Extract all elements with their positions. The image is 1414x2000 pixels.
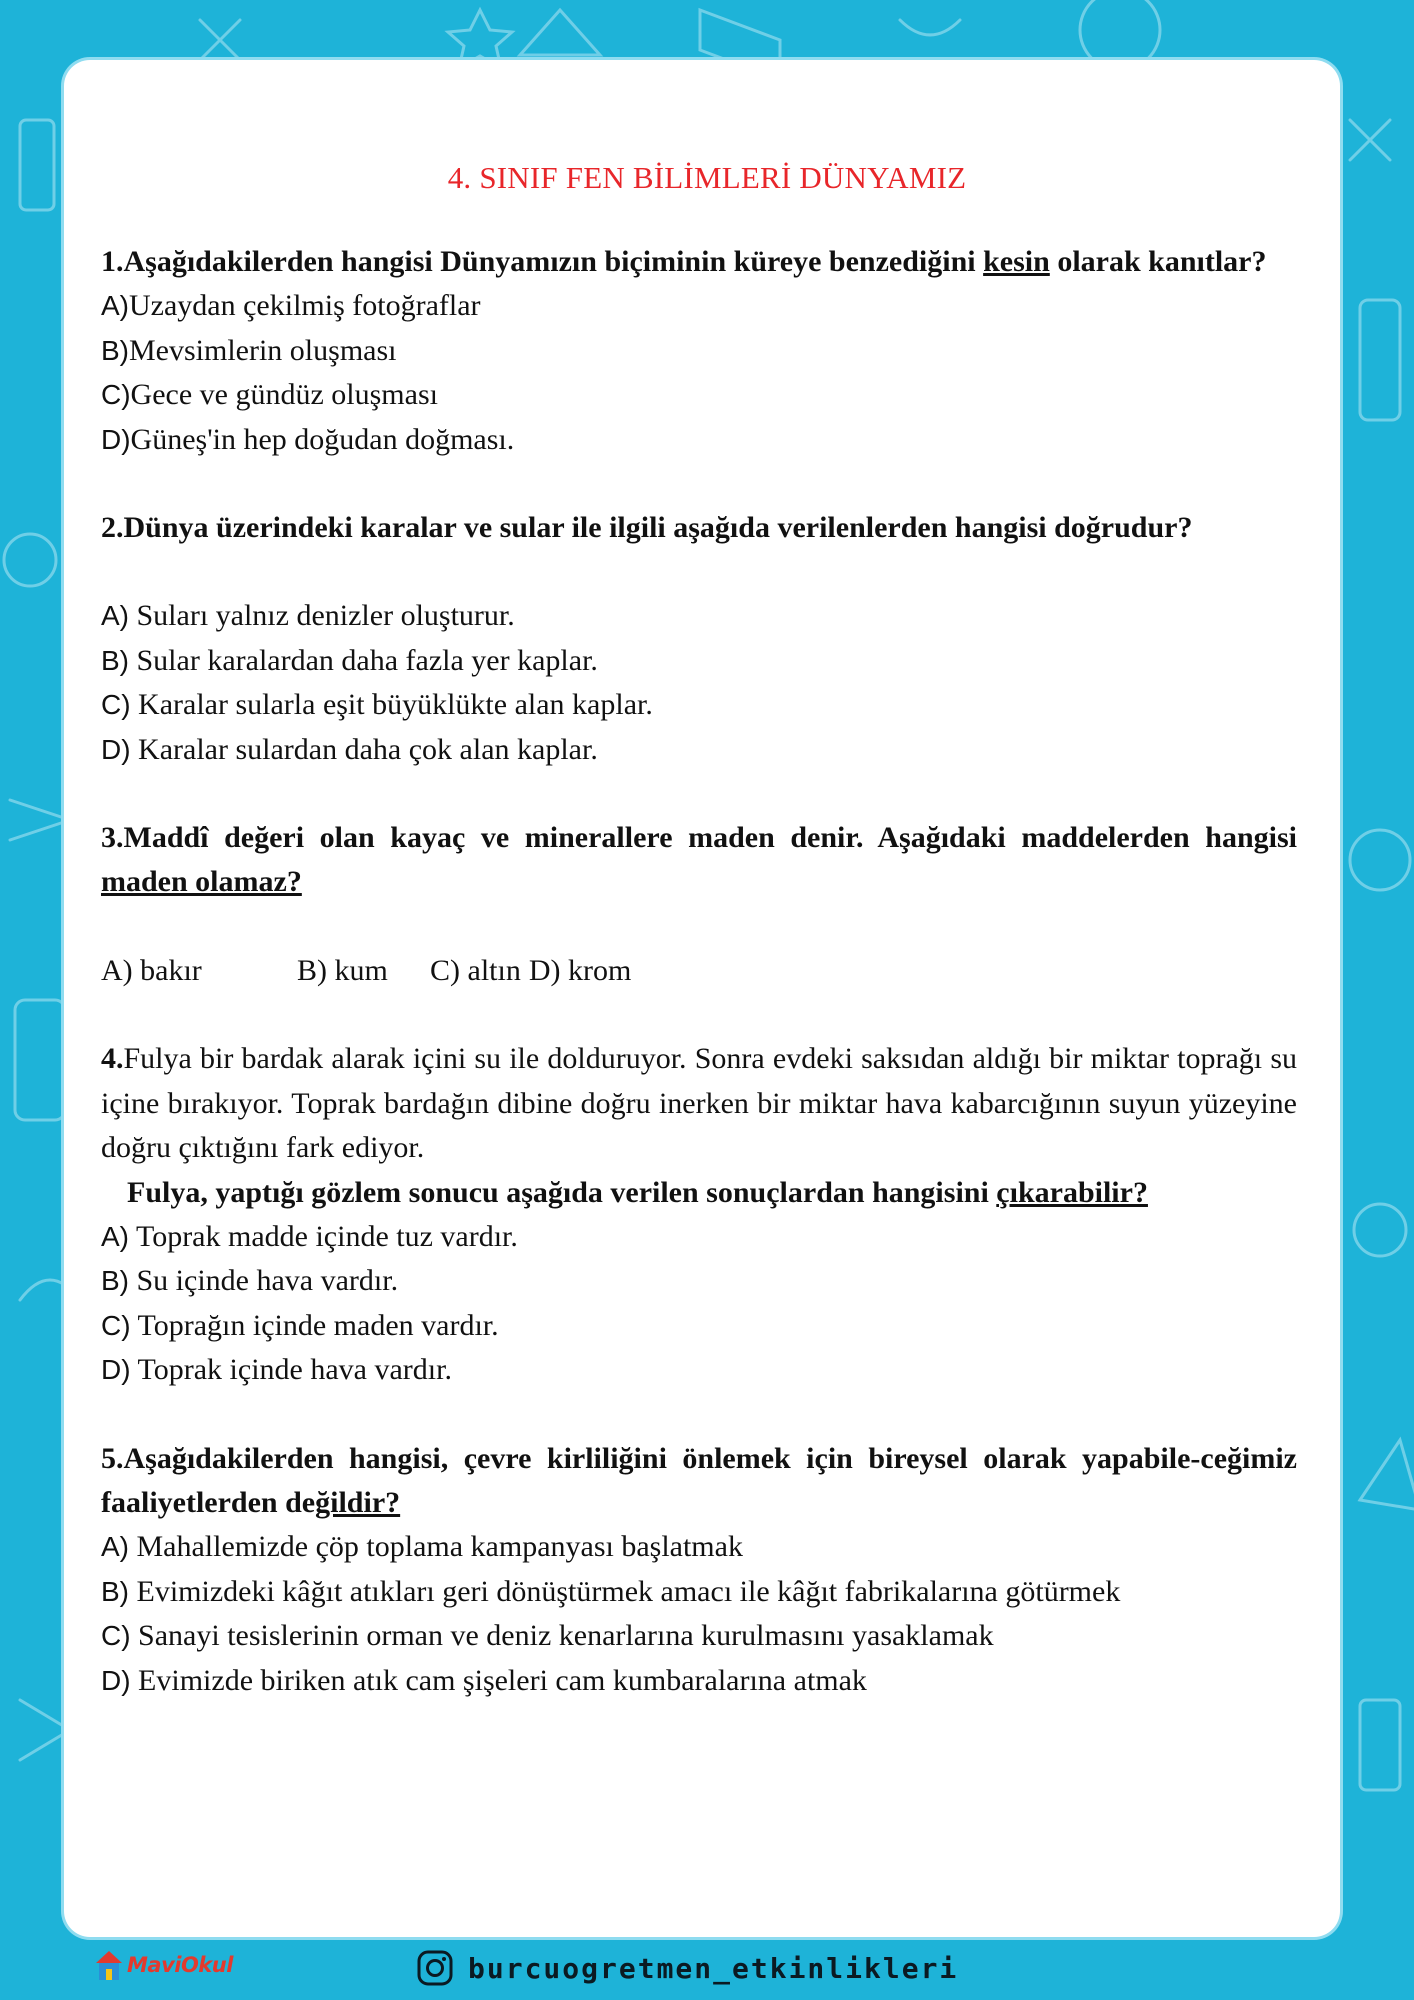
question-5-stem: 5.Aşağıdakilerden hangisi, çevre kirliliğini önlemek için bireysel olarak yapabile-ceğimiz faaliyetlerden değildir? (101, 1441, 1297, 1519)
question-number: 5. (101, 1441, 124, 1475)
question-3-stem: 3.Maddî değeri olan kayaç ve minerallere maden denir. Aşağıdaki maddelerden hangisi maden olamaz? (101, 821, 1297, 899)
emphasis-underline: çıkarabilir? (996, 1175, 1148, 1209)
question-1-option-a: A)Uzaydan çekilmiş fotoğraflar (101, 289, 481, 323)
question-number: 3. (101, 821, 124, 855)
question-4-option-b: B) Su içinde hava vardır. (101, 1264, 399, 1298)
question-3-option-a: A) bakır (101, 953, 202, 987)
question-2-option-a: A) Suları yalnız denizler oluşturur. (101, 599, 515, 633)
question-4-passage: 4.Fulya bir bardak alarak içini su ile dolduruyor. Sonra evdeki saksıdan aldığı bir miktar toprağı su içine bırakıyor. Toprak bardağın dibine doğru inerken bir miktar hava kabarcığının suyun yüzeyine doğru çıktığını fark ediyor. (101, 1042, 1297, 1165)
instagram-handle-text: burcuogretmen_etkinlikleri (468, 1951, 959, 1985)
question-4-option-a: A) Toprak madde içinde tuz vardır. (101, 1219, 518, 1253)
emphasis-underline: maden olamaz? (101, 865, 302, 899)
question-number: 1. (101, 245, 124, 278)
question-2-option-c: C) Karalar sularla eşit büyüklükte alan kaplar. (101, 688, 653, 722)
question-5-option-d: D) Evimizde biriken atık cam şişeleri cam kumbaralarına atmak (101, 1663, 867, 1697)
question-2-option-d: D) Karalar sulardan daha çok alan kaplar. (101, 732, 598, 766)
question-4-option-d: D) Toprak içinde hava vardır. (101, 1353, 452, 1387)
question-5-option-b: B) Evimizdeki kâğıt atıkları geri dönüştürmek amacı ile kâğıt fabrikalarına götürmek (101, 1574, 1121, 1608)
page-title: 4. SINIF FEN BİLİMLERİ DÜNYAMIZ (447, 160, 967, 195)
question-2-stem: 2.Dünya üzerindeki karalar ve sular ile ilgili aşağıda verilenlerden hangisi doğrudur? (101, 511, 1193, 545)
question-number: 2. (101, 511, 124, 545)
question-number: 4. (101, 1042, 124, 1076)
worksheet-content (101, 240, 1297, 1703)
question-3-options (101, 949, 1297, 993)
question-1-option-d: D)Güneş'in hep doğudan doğması. (101, 422, 515, 456)
emphasis-underline: kesin (983, 245, 1050, 278)
question-2-option-b: B) Sular karalardan daha fazla yer kaplar. (101, 643, 598, 677)
question-4-stem: Fulya, yaptığı gözlem sonucu aşağıda verilen sonuçlardan hangisini çıkarabilir? (127, 1175, 1148, 1209)
instagram-handle (416, 1946, 958, 1990)
maviokul-logo (94, 1942, 233, 1988)
house-icon (94, 1948, 124, 1982)
logo-text: MaviOkul (127, 1953, 233, 1977)
question-1-stem: 1.Aşağıdakilerden hangisi Dünyamızın biçiminin küreye benzediğini kesin olarak kanıtlar? (101, 245, 1267, 278)
question-5-option-a: A) Mahallemizde çöp toplama kampanyası başlatmak (101, 1530, 743, 1564)
question-3-option-b: B) kum (297, 953, 388, 987)
question-5-option-c: C) Sanayi tesislerinin orman ve deniz kenarlarına kurulmasını yasaklamak (101, 1619, 994, 1653)
question-3-option-c: C) altın (430, 953, 521, 987)
emphasis-underline: ğildir? (315, 1485, 401, 1519)
question-4-option-c: C) Toprağın içinde maden vardır. (101, 1308, 499, 1342)
question-1-option-b: B)Mevsimlerin oluşması (101, 333, 397, 367)
question-1-option-c: C)Gece ve gündüz oluşması (101, 378, 438, 412)
instagram-icon (416, 1949, 454, 1987)
question-3-option-d: D) krom (528, 953, 632, 987)
